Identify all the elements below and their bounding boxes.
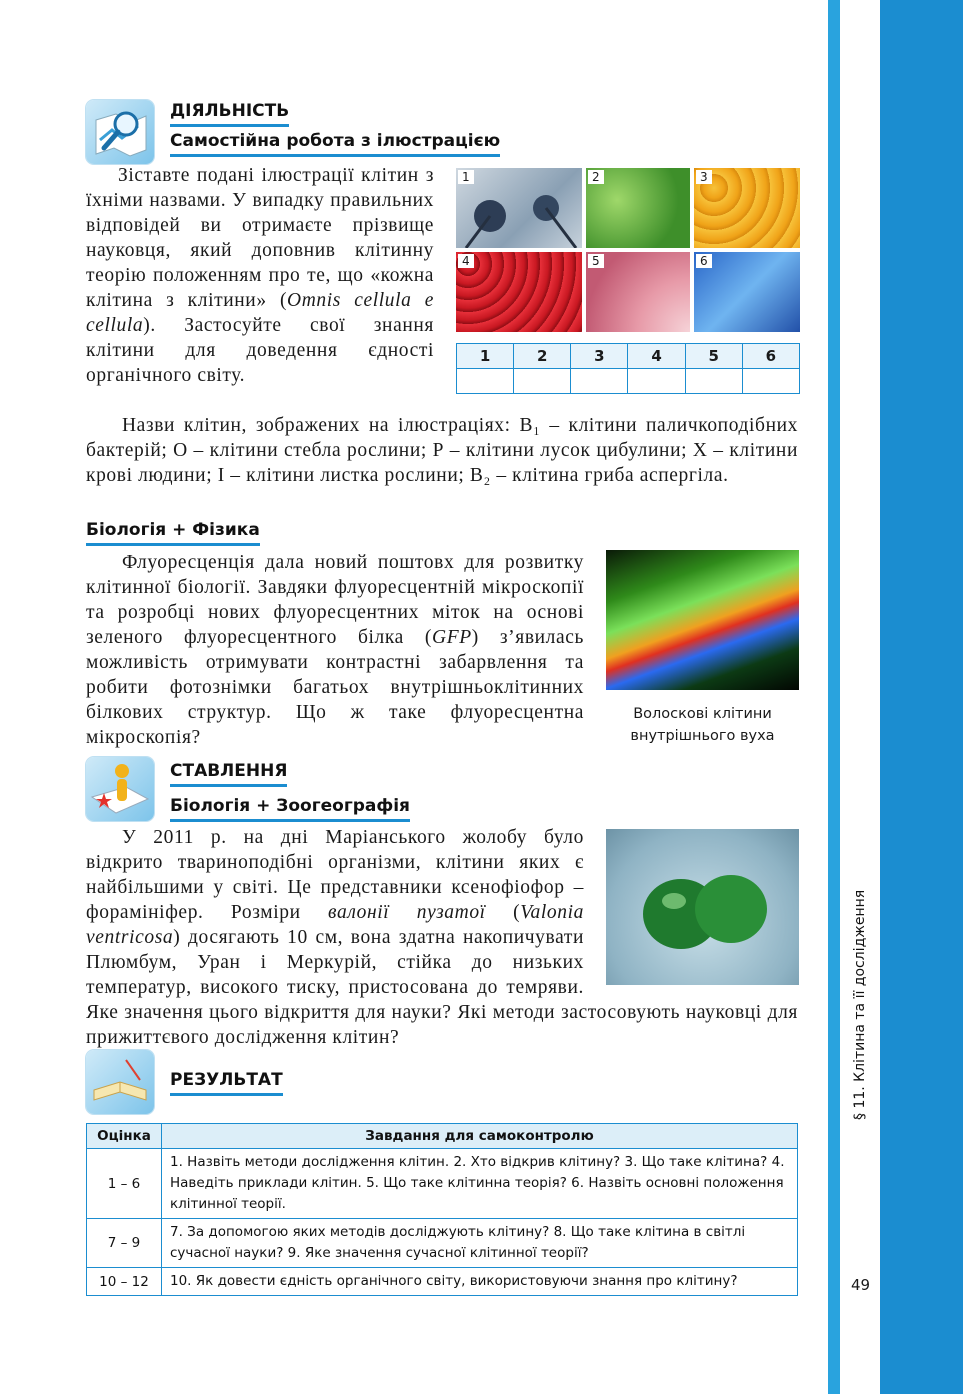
cell-image-3: 3: [694, 168, 800, 248]
answer-cell: [457, 369, 514, 394]
tasks-cell: 10. Як довести єдність органічного світу, використовуючи знання про клітину?: [162, 1268, 798, 1296]
answer-cell: [571, 369, 628, 394]
side-band-dark: [880, 0, 963, 1394]
cell-names-paragraph: Назви клітин, зображених на ілюстраціях: В₁ – клітини паличкоподібних бактерій; О – клітини стебла рослини; Р – клітини лусок цибулини; Х – клітини крові людини; І – клітини листка рослини; В₂ – клітина гриба аспергіла.: [86, 415, 798, 486]
cell-image-2: 2: [586, 168, 690, 248]
magnifier-map-icon: [86, 100, 154, 164]
photo-caption-line1: Волоскові клітини: [633, 706, 772, 722]
cell-image-1: 1: [456, 168, 582, 248]
table-row: [87, 1149, 798, 1219]
answer-header-6: 6: [742, 344, 799, 369]
table-row: [87, 1268, 798, 1296]
cell-image-6: 6: [694, 252, 800, 332]
answer-cell: [685, 369, 742, 394]
attitude-subtitle: Біологія + Зоогеографія: [170, 796, 410, 822]
figure-star-icon: [86, 757, 154, 821]
cell-image-grid: [456, 168, 800, 332]
side-band-light: [828, 0, 840, 1394]
section-running-title: § 11. Клітина та її дослідження: [852, 889, 868, 1120]
answer-header-3: 3: [571, 344, 628, 369]
answer-header-2: 2: [514, 344, 571, 369]
activity-title: ДІЯЛЬНІСТЬ: [170, 101, 289, 127]
answer-cell: [742, 369, 799, 394]
tasks-cell: 1. Назвіть методи дослідження клітин. 2. Хто відкрив клітину? 3. Що таке клітина? 4. Наведіть приклади клітин. 5. Що таке клітинна теорія? 6. Назвіть основні положення клітинної теорії.: [162, 1149, 798, 1219]
cell-image-5: 5: [586, 252, 690, 332]
answer-header-4: 4: [628, 344, 685, 369]
answer-header-1: 1: [457, 344, 514, 369]
self-check-table: [86, 1123, 798, 1296]
result-title: РЕЗУЛЬТАТ: [170, 1070, 283, 1096]
hair-cells-photo: [606, 550, 799, 690]
col-tasks-header: Завдання для самоконтролю: [162, 1124, 798, 1149]
tasks-cell: 7. За допомогою яких методів досліджують клітину? 8. Що таке клітина в світлі сучасної науки? 9. Яке значення сучасної клітинної теорії?: [162, 1219, 798, 1268]
answer-cell: [628, 369, 685, 394]
table-row: [87, 1219, 798, 1268]
col-grade-header: Оцінка: [87, 1124, 162, 1149]
attitude-paragraph: У 2011 р. на дні Маріанського жолобу було відкрито твариноподібні організми, клітини яких є найбільшими у світі. Це представники ксенофіофор – форамініфер. Розміри валонії пузатої (Valonia ventricosa) досягають 10 см, вона здатна накопичувати Плюмбум, Уран і Меркурій, стійка до низьких температур, високого тиску, пристосована до темряви. Яке значення цього відкриття для науки? Які методи застосовують науковці для прижиттєвого дослідження клітин?: [86, 827, 798, 1048]
grade-cell: 10 – 12: [87, 1268, 162, 1296]
answer-header-5: 5: [685, 344, 742, 369]
cell-image-4: 4: [456, 252, 582, 332]
page-number: 49: [851, 1276, 871, 1294]
activity-subtitle: Самостійна робота з ілюстрацією: [170, 131, 500, 157]
activity-intro: Зіставте подані ілюстрації клітин з їхніми назвами. У випадку правильних відповідей ви отримаєте прізвище науковця, який доповнив клітинну теорію положенням про те, що «кожна клітина з клітини» (Omnis cellula e cellula). Застосуйте свої знання клітини для доведення єдності органічного світу.: [86, 165, 434, 386]
physics-paragraph: Флуоресценція дала новий поштовх для розвитку клітинної біології. Завдяки флуоресцентній мікроскопії та розробці нових флуоресцентних міток на основі зеленого флуоресцентного білка (GFP) з’явилась можливість отримувати контрастні забарвлення та робити фотознімки багатьох внутрішньоклітинних білкових структур. Що ж таке флуоресцентна мікроскопія?: [86, 552, 584, 748]
grade-cell: 7 – 9: [87, 1219, 162, 1268]
answer-cell: [514, 369, 571, 394]
open-book-icon: [86, 1050, 154, 1114]
photo-caption-line2: внутрішнього вуха: [630, 728, 775, 744]
grade-cell: 1 – 6: [87, 1149, 162, 1219]
answer-grid: [456, 343, 800, 394]
attitude-title: СТАВЛЕННЯ: [170, 761, 287, 787]
physics-heading: Біологія + Фізика: [86, 520, 260, 546]
